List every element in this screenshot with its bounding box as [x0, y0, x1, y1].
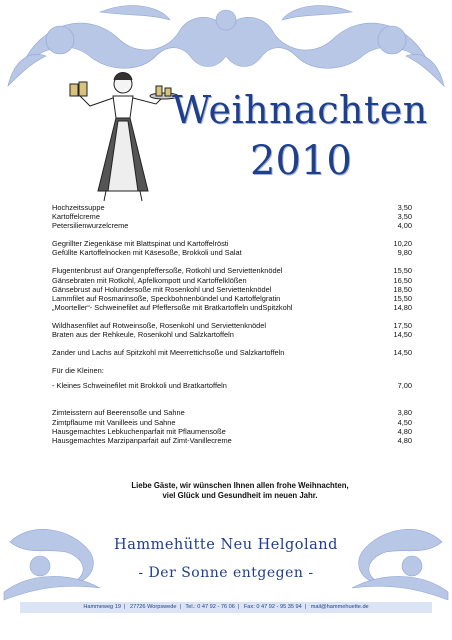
menu-item [52, 203, 412, 212]
address-street: Hammeweg 19 [83, 604, 121, 610]
menu-item [52, 408, 412, 417]
menu-item-name: Kartoffelcreme [52, 212, 100, 222]
menu-item-price: 16,50 [393, 275, 412, 285]
menu-item-name: Braten aus der Rehkeule, Rosenkohl und Salzkartoffeln [52, 330, 234, 340]
email-link[interactable]: mail@hammehuette.de [310, 604, 369, 610]
menu-item-price: 3,50 [397, 212, 412, 222]
menu-item [52, 212, 412, 221]
menu-item-name: Wildhasenfilet auf Rotweinsoße, Rosenkohl und Serviettenknödel [52, 320, 267, 330]
menu-item-name: „Moorteller“- Schweinefilet auf Pfeffersoße mit Bratkartoffeln undSpitzkohl [52, 302, 293, 312]
menu-item-price: 15,50 [393, 266, 412, 276]
menu-item-price: 17,50 [393, 320, 412, 330]
menu-item [52, 276, 412, 285]
menu-item-price: 4,80 [397, 426, 412, 436]
menu-item [52, 239, 412, 248]
address-city: 27726 Worpswede [129, 604, 177, 610]
phone-number: Tel.: 0 47 92 - 76 06 [185, 604, 235, 610]
menu-item-name: Hausgemachtes Lebkuchenparfait mit Pflaumensoße [52, 426, 226, 436]
waitress-with-beer-mugs-icon [68, 66, 178, 206]
kids-heading: Für die Kleinen: [52, 366, 104, 376]
menu-item [52, 266, 412, 275]
restaurant-name: Hammehütte Neu Helgoland [114, 537, 338, 553]
page-title: Weihnachten [172, 88, 428, 132]
fax-number: Fax: 0 47 92 - 95 35 94 [243, 604, 302, 610]
menu-item-price: 14,50 [393, 348, 412, 358]
menu-item-name: Zander und Lachs auf Spitzkohl mit Meerrettichsoße und Salzkartoffeln [52, 348, 285, 358]
greeting-line-2: viel Glück und Gesundheit im neuen Jahr. [162, 491, 318, 500]
menu-item [52, 248, 412, 257]
menu-item-name: Lammfilet auf Rosmarinsoße, Speckbohnenbündel und Kartoffelgratin [52, 293, 281, 303]
menu-item-name: Gegrillter Ziegenkäse mit Blattspinat und Kartoffelrösti [52, 239, 229, 249]
menu-item-name: - Kleines Schweinefilet mit Brokkoli und Bratkartoffeln [52, 381, 227, 391]
menu-item-name: Gänsebraten mit Rotkohl, Apfelkompott und Kartoffelklößen [52, 275, 247, 285]
menu-item-name: Hochzeitssuppe [52, 203, 105, 212]
menu-item-price: 3,80 [397, 408, 412, 418]
menu-list [52, 203, 412, 445]
menu-item-price: 4,50 [397, 417, 412, 427]
menu-item-price: 4,80 [397, 435, 412, 445]
menu-item-name: Gänsebrust auf Holundersoße mit Rosenkohl und Serviettenknödel [52, 284, 272, 294]
menu-item [52, 330, 412, 339]
greeting-line-1: Liebe Gäste, wir wünschen Ihnen allen frohe Weihnachten, [131, 481, 349, 490]
menu-item [52, 303, 412, 312]
menu-item [52, 294, 412, 303]
page-title-year: 2010 [250, 138, 352, 184]
menu-item-name: Petersilienwurzelcreme [52, 221, 129, 231]
menu-item [52, 381, 412, 390]
contact-bar: Hammeweg 19 | 27726 Worpswede | Tel.: 0 47 92 - 76 06 | Fax: 0 47 92 - 95 35 94 | mail@hammehuette.de [20, 602, 432, 613]
menu-item [52, 321, 412, 330]
bottom-ornament-icon [0, 522, 452, 602]
menu-item [52, 221, 412, 230]
menu-item [52, 348, 412, 357]
menu-item-price: 18,50 [393, 284, 412, 294]
menu-item-price: 15,50 [393, 293, 412, 303]
menu-item-price: 7,00 [397, 381, 412, 391]
menu-item [52, 427, 412, 436]
restaurant-slogan: - Der Sonne entgegen - [138, 565, 314, 581]
menu-item-name: Gefüllte Kartoffelnocken mit Käsesoße, Brokkoli und Salat [52, 248, 242, 258]
menu-item-price: 14,50 [393, 330, 412, 340]
menu-item-price: 10,20 [393, 239, 412, 249]
menu-item-price: 4,00 [397, 221, 412, 231]
menu-item-name: Zimtpflaume mit Vanilleeis und Sahne [52, 417, 176, 427]
menu-item-price: 3,50 [397, 203, 412, 212]
menu-item-name: Zimteisstern auf Beerensoße und Sahne [52, 408, 185, 418]
menu-item [52, 436, 412, 445]
menu-item [52, 285, 412, 294]
menu-item-name: Hausgemachtes Marzipanparfait auf Zimt-Vanillecreme [52, 435, 232, 445]
menu-item [52, 418, 412, 427]
greeting-text [60, 481, 420, 501]
menu-item-price: 9,80 [397, 248, 412, 258]
menu-item-price: 14,80 [393, 302, 412, 312]
menu-item-name: Flugentenbrust auf Orangenpfeffersoße, Rotkohl und Serviettenknödel [52, 266, 283, 276]
